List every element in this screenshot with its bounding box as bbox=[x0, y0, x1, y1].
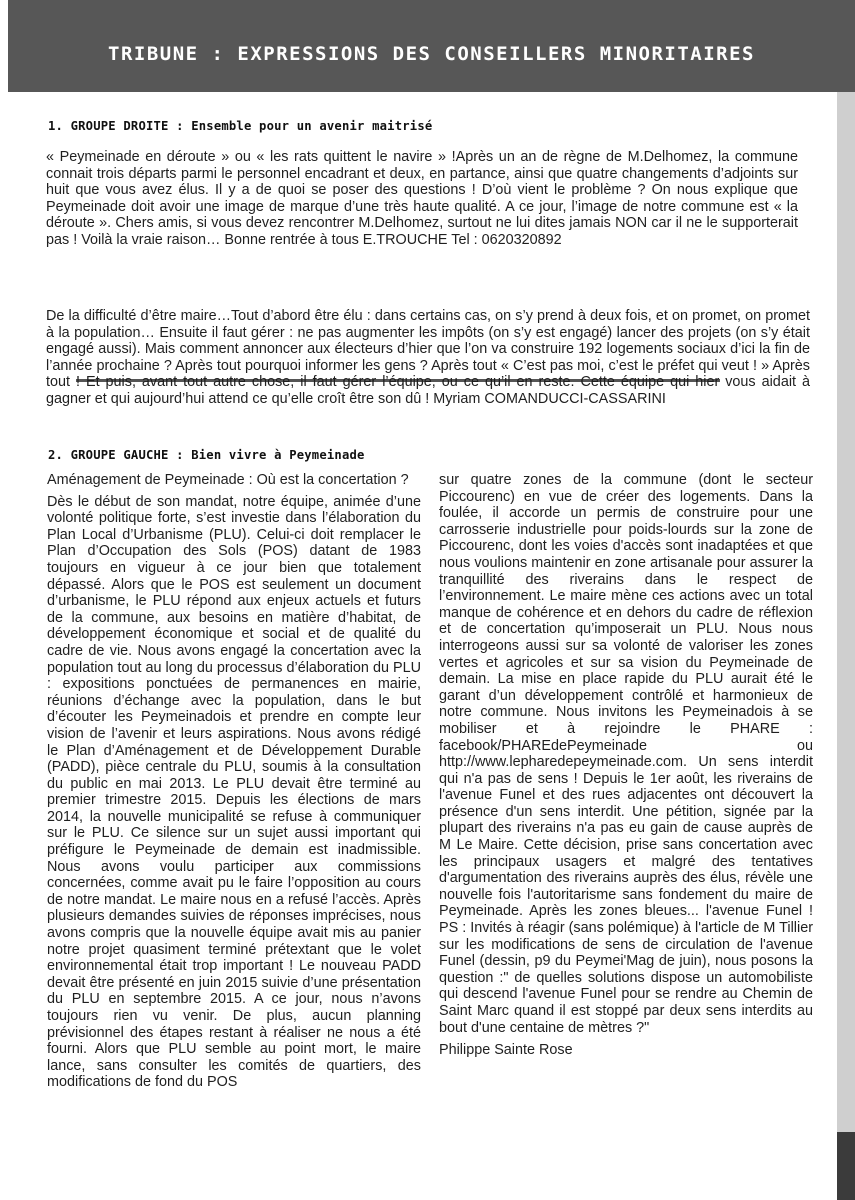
section-1-heading: 1. GROUPE DROITE : Ensemble pour un avenir maitrisé bbox=[48, 119, 433, 133]
section-2-signature: Philippe Sainte Rose bbox=[439, 1042, 573, 1059]
section-2-right-body: sur quatre zones de la commune (dont le secteur Piccourenc) en vue de créer des logements. Dans la foulée, il accorde un permis de construire pour une carrosserie industrielle pour poids-lourds sur la zone de Piccourenc, dont les voies d'accès sont inadaptées et que nous voulions maintenir en zone artisanale pour assurer la tranquillité des riverains dans le respect de l’environnement. Le maire mène ces actions avec un total manque de cohérence et en dehors du cadre de réflexion et de concertation qu’imposerait un PLU. Nous nous interrogeons aussi sur sa volonté de valoriser les zones vertes et agricoles et sur sa vision du Peymeinade de demain. La mise en place rapide du PLU aurait été le garant d’un développement contrôlé et harmonieux de notre commune. Nous invitons les Peymeinadois à se mobiliser et à rejoindre le PHARE : facebook/PHAREdePeymeinade ou http://www.lepharedepeymeinade.com. Un sens interdit qui n'a pas de sens ! Depuis le 1er août, les riverains de l'avenue Funel et des rues adjacentes ont découvert la présence d'un sens interdit. Une pétition, signée par la plupart des riverains n'a pas eu gain de cause auprès de M Le Maire. Cette décision, prise sans concertation avec les principaux usagers et malgré des tentatives d'argumentation des riverains auprès des élus, révèle une nouvelle fois l'autoritarisme sans fondement du maire de Peymeinade. Après les zones bleues... l'avenue Funel ! PS : Invités à réagir (sans polémique) à l'article de M Tillier sur les modifications de sens de circulation de l'avenue Funel (dessin, p9 du Peymei'Mag de juin), nous posons la question :" de quelles solutions dispose un automobiliste qui descend l'avenue Funel pour se rendre au Chemin de Saint Marc quand il est stoppé par deux sens interdits au bout d'une centaine de mètres ?" bbox=[439, 472, 813, 1036]
page-content bbox=[18, 92, 837, 1200]
tribune-header-banner bbox=[8, 0, 855, 92]
section-1-paragraph-1: « Peymeinade en déroute » ou « les rats quittent le navire » !Après un an de règne de M.Delhomez, la commune connait trois départs parmi le personnel encadrant et deux, en partance, ainsi que quatre changements d’adjoints sur huit que vous avez élus. Il y a de quoi se poser des questions ! D’où vient le problème ? On nous explique que Peymeinade doit avoir une image de marque d’une très haute qualité. A ce jour, l’image de notre commune est « la déroute ». Chers amis, si vous devez rencontrer M.Delhomez, surtout ne lui dites jamais NON car il ne le supporterait pas ! Voilà la vraie raison… Bonne rentrée à tous E.TROUCHE Tel : 0620320892 bbox=[46, 149, 798, 248]
page-title: TRIBUNE : EXPRESSIONS DES CONSEILLERS MINORITAIRES bbox=[108, 43, 755, 65]
section-2-left-body: Dès le début de son mandat, notre équipe, animée d’une volonté politique forte, s’est investie dans l’élaboration du Plan Local d’Urbanisme (PLU). Celui-ci doit remplacer le Plan d’Occupation des Sols (POS) datant de 1983 toujours en vigueur à ce jour bien que totalement dépassé. Alors que le POS est seulement un document d’urbanisme, le PLU répond aux enjeux actuels et futurs de la commune, aux besoins en matière d’habitat, de développement économique et social et de qualité du cadre de vie. Nous avons engagé la concertation avec la population tout au long du processus d’élaboration du PLU : expositions ponctuées de permanences en mairie, réunions d’échange avec la population, dans le but d’écouter les Peymeinadois et prendre en compte leur vision de l’avenir et leurs aspirations. Nous avons rédigé le Plan d’Aménagement et de Développement Durable (PADD), pièce centrale du PLU, soumis à la consultation du public en mai 2013. Le PLU devait être terminé au premier trimestre 2015. Depuis les élections de mars 2014, la nouvelle municipalité se refuse à communiquer sur le PLU. Ce silence sur un sujet aussi important qui préfigure le Peymeinade de demain est inadmissible. Nous avons voulu participer aux commissions concernées, comme avait pu le faire l’opposition au cours de notre mandat. Le maire nous en a refusé l’accès. Après plusieurs demandes suivies de réponses imprécises, nous avons compris que la nouvelle équipe avait mis au panier notre projet quasiment terminé prétextant que le volet environnemental était trop important ! Le nouveau PADD devait être présenté en juin 2015 suivie d’une présentation du PLU en septembre 2015. A ce jour, nous n’avons toujours rien vu venir. De plus, aucun planning prévisionnel des étapes restant à réaliser ne nous a été fourni. Alors que PLU semble au point mort, le maire lance, sans consulter les comités de quartiers, des modifications de fond du POS bbox=[47, 493, 421, 1091]
section-2-heading: 2. GROUPE GAUCHE : Bien vivre à Peymeinade bbox=[48, 448, 365, 462]
section-2-right-column bbox=[439, 472, 813, 1064]
section-2-left-column bbox=[47, 472, 421, 1096]
page-edge-sidebar bbox=[837, 92, 855, 1200]
page-edge-sidebar-light bbox=[837, 92, 855, 1132]
section-2-article-title: Aménagement de Peymeinade : Où est la concertation ? bbox=[47, 472, 409, 488]
section-1-paragraph-2: De la difficulté d’être maire…Tout d’abord être élu : dans certains cas, on s’y prend à deux fois, et on promet, on promet à la population… Ensuite il faut gérer : ne pas augmenter les impôts (on s’y est engagé) lancer des projets (on s’y était engagé aussi). Mais comment annoncer aux électeurs d’hier que l’on va construire 192 logements sociaux d’ici la fin de l’année prochaine ? Après tout pourquoi informer les gens ? Après tout « C’est pas moi, c’est le préfet qui veut ! » Après tout ! Et puis, avant tout autre chose, il faut gérer l’équipe, ou ce qu’il en reste. Cette équipe qui hier vous aidait à gagner et qui aujourd’hui attend ce qu’elle croît être son dû ! Myriam COMANDUCCI-CASSARINI bbox=[46, 308, 810, 407]
